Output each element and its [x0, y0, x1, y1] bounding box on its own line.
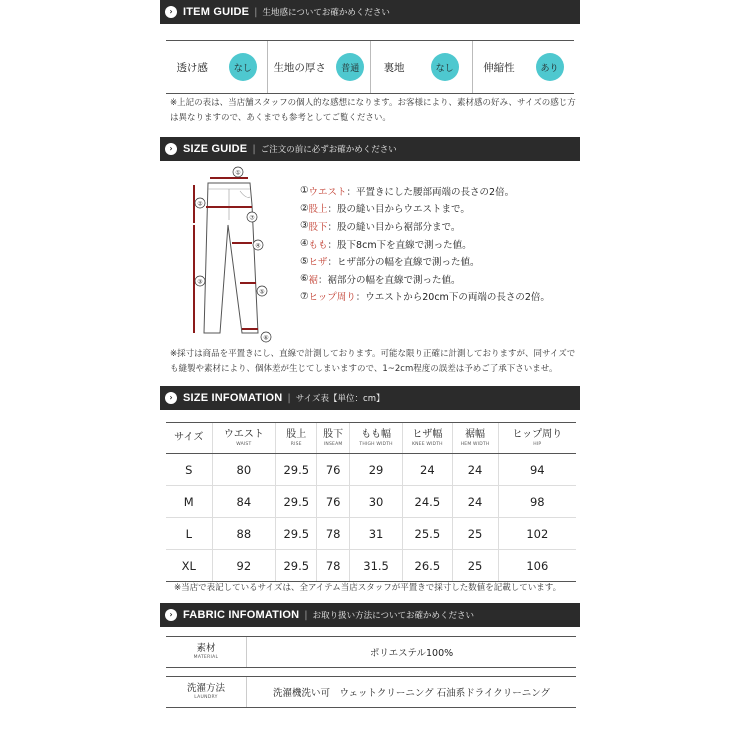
item-guide-cell	[472, 41, 574, 93]
column-header: 股下 INSEAM	[317, 423, 350, 454]
size-info-title: SIZE INFOMATION	[183, 392, 283, 404]
size-legend	[300, 182, 580, 305]
table-cell: 98	[498, 486, 576, 518]
item-guide-note: ※上記の表は、当店舗スタッフの個人的な感想になります。お客様により、素材感の好み、サイズの感じ方は異なりますので、あくまでも参考としてご覧ください。	[170, 98, 576, 123]
size-table-header-row	[166, 423, 576, 454]
table-cell: 102	[498, 518, 576, 550]
table-cell: L	[166, 518, 212, 550]
size-guide-note: ※採寸は商品を平置きにし、直線で計測しております。可能な限り正確に計測しておりますが、同サイズでも縫製や素材により、個体差が生じてしまいますので、1~2cm程度の誤差は予めご了承下さいませ。	[170, 349, 576, 374]
table-cell: 92	[212, 550, 276, 582]
table-cell: 78	[317, 518, 350, 550]
item-guide-subtitle: 生地感についてお確かめください	[262, 8, 390, 18]
fabric-row-material	[166, 636, 576, 668]
table-row	[166, 486, 576, 518]
table-cell: 29	[349, 454, 402, 486]
table-row	[166, 550, 576, 582]
marker-label-4: ④	[255, 242, 261, 250]
chevron-right-icon: ›	[165, 143, 177, 155]
item-guide-label: 生地の厚さ	[273, 61, 326, 74]
size-info-note: ※当店で表記しているサイズは、全アイテム当店スタッフが平置きで採寸した数値を記載しています。	[174, 583, 562, 593]
table-cell: 29.5	[276, 486, 317, 518]
table-cell: 25	[452, 550, 498, 582]
column-header: ヒップ周り HIP	[498, 423, 576, 454]
table-cell: 24.5	[403, 486, 452, 518]
fabric-info-subtitle: お取り扱い方法についてお確かめください	[312, 611, 474, 621]
size-info-header	[160, 386, 580, 410]
pants-diagram	[180, 165, 290, 345]
size-info-subtitle: サイズ表【単位：cm】	[295, 394, 385, 404]
item-guide-header	[160, 0, 580, 24]
item-guide-cell	[267, 41, 369, 93]
divider: |	[304, 609, 308, 621]
marker-label-3: ③	[197, 278, 203, 286]
table-cell: 76	[317, 486, 350, 518]
table-cell: 25.5	[403, 518, 452, 550]
table-cell: 76	[317, 454, 350, 486]
table-cell: 106	[498, 550, 576, 582]
fabric-value: ポリエステル100%	[369, 648, 454, 659]
item-guide-label: 伸縮性	[483, 61, 515, 74]
column-header: サイズ	[166, 423, 212, 454]
item-guide-value: 普通	[336, 53, 364, 81]
item-guide-cell	[370, 41, 472, 93]
table-row	[166, 454, 576, 486]
table-cell: 30	[349, 486, 402, 518]
chevron-right-icon: ›	[165, 392, 177, 404]
table-cell: 88	[212, 518, 276, 550]
table-cell: XL	[166, 550, 212, 582]
pants-outline	[204, 183, 261, 333]
table-cell: 26.5	[403, 550, 452, 582]
size-guide-title: SIZE GUIDE	[183, 143, 248, 155]
item-guide-label: 透け感	[176, 61, 208, 74]
size-table	[166, 422, 576, 582]
fabric-info-header	[160, 603, 580, 627]
table-cell: 80	[212, 454, 276, 486]
fabric-value: 洗濯機洗い可 ウェットクリーニング 石油系ドライクリーニング	[272, 688, 551, 699]
fabric-row-laundry	[166, 676, 576, 708]
item-guide-value: なし	[229, 53, 257, 81]
table-cell: 94	[498, 454, 576, 486]
marker-label-1: ①	[235, 169, 241, 177]
divider: |	[252, 143, 256, 155]
table-cell: M	[166, 486, 212, 518]
table-cell: 24	[403, 454, 452, 486]
table-cell: S	[166, 454, 212, 486]
chevron-right-icon: ›	[165, 609, 177, 621]
table-cell: 29.5	[276, 454, 317, 486]
fabric-info-title: FABRIC INFOMATION	[183, 609, 300, 621]
marker-label-7: ⑦	[249, 214, 255, 222]
table-cell: 29.5	[276, 550, 317, 582]
size-guide-subtitle: ご注文の前に必ずお確かめください	[260, 145, 397, 155]
table-row	[166, 518, 576, 550]
item-guide-table	[166, 40, 574, 94]
column-header: ヒザ幅 KNEE WIDTH	[403, 423, 452, 454]
item-guide-title: ITEM GUIDE	[183, 6, 250, 18]
column-header: 裾幅 HEM WIDTH	[452, 423, 498, 454]
item-guide-value: あり	[536, 53, 564, 81]
divider: |	[254, 6, 258, 18]
fabric-label: 洗濯方法 LAUNDRY	[166, 677, 247, 707]
legend-item: ③ 股下 ：股の縫い目から裾部分まで。	[300, 220, 461, 233]
table-cell: 31	[349, 518, 402, 550]
legend-item: ② 股上 ：股の縫い目からウエストまで。	[300, 202, 470, 216]
table-cell: 24	[452, 486, 498, 518]
table-cell: 24	[452, 454, 498, 486]
legend-item: ④ もも ：股下8cm下を直線で測った値。	[300, 238, 472, 251]
item-guide-value: なし	[431, 53, 459, 81]
marker-label-2: ②	[197, 200, 203, 208]
column-header: 股上 RISE	[276, 423, 317, 454]
table-cell: 78	[317, 550, 350, 582]
marker-label-5: ⑤	[259, 288, 265, 296]
legend-item: ⑥ 裾 ：裾部分の幅を直線で測った値。	[300, 273, 461, 286]
column-header: もも幅 THIGH WIDTH	[349, 423, 402, 454]
legend-item: ⑤ ヒザ ：ヒザ部分の幅を直線で測った値。	[300, 255, 480, 269]
chevron-right-icon: ›	[165, 6, 177, 18]
item-guide-cell	[166, 41, 267, 93]
table-cell: 31.5	[349, 550, 402, 582]
divider: |	[287, 392, 291, 404]
legend-item: ① ウエスト ：平置きにした腰部両端の長さの2倍。	[300, 185, 515, 198]
item-guide-label: 裏地	[383, 61, 405, 74]
legend-item: ⑦ ヒップ周り ：ウエストから20cm下の両端の長さの2倍。	[300, 290, 550, 304]
column-header: ウエスト WAIST	[212, 423, 276, 454]
size-guide-header	[160, 137, 580, 161]
table-cell: 25	[452, 518, 498, 550]
table-cell: 84	[212, 486, 276, 518]
table-cell: 29.5	[276, 518, 317, 550]
fabric-label: 素材 MATERIAL	[166, 637, 247, 667]
marker-label-6: ⑥	[263, 334, 269, 342]
